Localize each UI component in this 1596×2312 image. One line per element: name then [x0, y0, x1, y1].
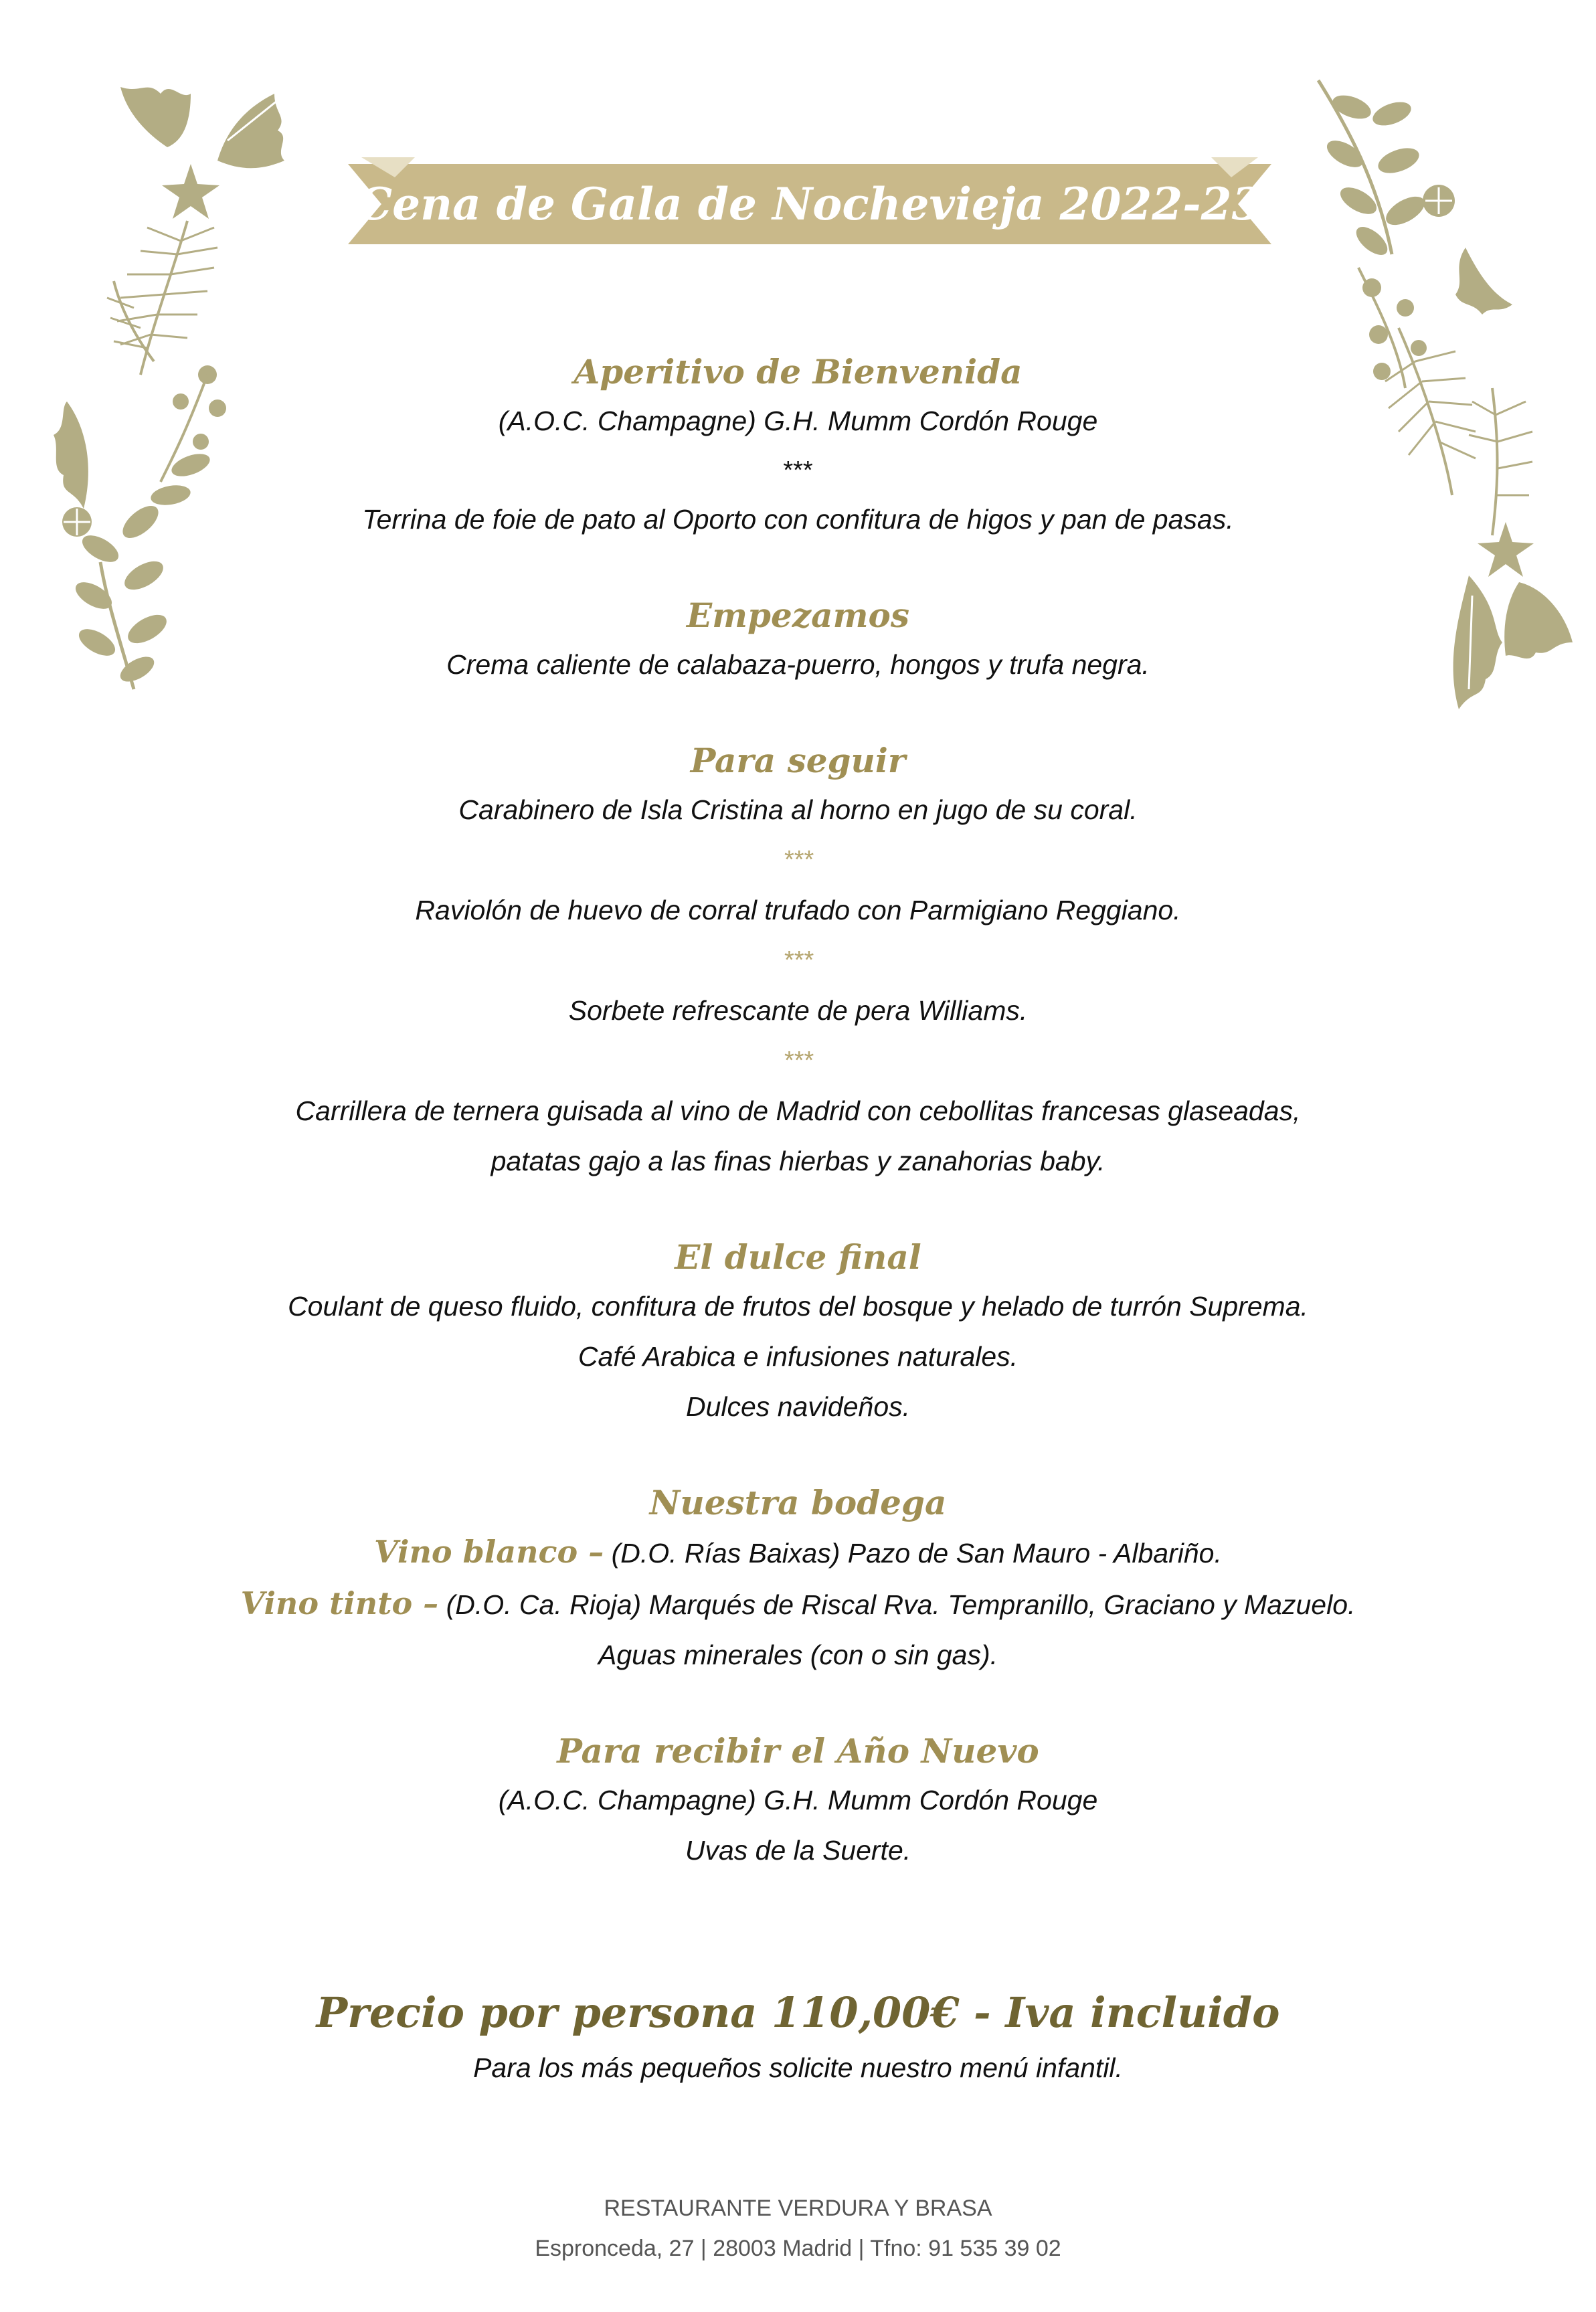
section-empezamos — [201, 592, 1395, 690]
section-aperitivo — [201, 348, 1395, 545]
menu-item: Crema caliente de calabaza-puerro, hongos y trufa negra. — [446, 649, 1150, 680]
price-text: Precio por persona 110,00€ - Iva incluido — [316, 1988, 1280, 2037]
price-block — [201, 1983, 1395, 2093]
menu-item: Carabinero de Isla Cristina al horno en jugo de su coral. — [458, 794, 1138, 825]
section-dulce-final — [201, 1233, 1395, 1432]
wine-red-line — [201, 1579, 1395, 1630]
menu-item: Dulces navideños. — [685, 1391, 911, 1422]
menu-item: Café Arabica e infusiones naturales. — [578, 1341, 1018, 1372]
page-title: Cena de Gala de Nochevieja 2022-23 — [357, 178, 1263, 230]
menu-item: Raviolón de huevo de corral trufado con Parmigiano Reggiano. — [415, 895, 1181, 925]
restaurant-name: RESTAURANTE VERDURA Y BRASA — [604, 2196, 992, 2221]
section-bodega — [201, 1479, 1395, 1680]
section-title-aperitivo: Aperitivo de Bienvenida — [573, 352, 1023, 391]
separator: *** — [783, 456, 813, 484]
wine-red-label: Vino tinto – — [240, 1585, 439, 1621]
kids-menu-note: Para los más pequeños solicite nuestro menú infantil. — [473, 2052, 1123, 2083]
wine-white-label: Vino blanco – — [374, 1534, 604, 1570]
section-title-bodega: Nuestra bodega — [649, 1483, 947, 1522]
menu-item: Terrina de foie de pato al Oporto con confitura de higos y pan de pasas. — [362, 504, 1234, 535]
menu-item: Sorbete refrescante de pera Williams. — [568, 995, 1028, 1026]
section-title-para-seguir: Para seguir — [690, 741, 906, 780]
section-title-dulce-final: El dulce final — [675, 1237, 921, 1277]
menu-item: Uvas de la Suerte. — [685, 1835, 911, 1866]
wine-white-text: (D.O. Rías Baixas) Pazo de San Mauro - Albariño. — [604, 1538, 1222, 1569]
menu-item: Aguas minerales (con o sin gas). — [598, 1639, 998, 1670]
menu-content — [201, 348, 1395, 2093]
wine-red-text: (D.O. Ca. Rioja) Marqués de Riscal Rva. Tempranillo, Graciano y Mazuelo. — [438, 1589, 1356, 1620]
separator: *** — [783, 846, 813, 874]
section-title-ano-nuevo: Para recibir el Año Nuevo — [557, 1731, 1039, 1771]
menu-item: Coulant de queso fluido, confitura de frutos del bosque y helado de turrón Suprema. — [288, 1291, 1308, 1322]
separator: *** — [783, 1047, 813, 1075]
menu-item: (A.O.C. Champagne) G.H. Mumm Cordón Rouge — [498, 406, 1098, 436]
menu-item: (A.O.C. Champagne) G.H. Mumm Cordón Rouge — [498, 1785, 1098, 1815]
menu-item: patatas gajo a las finas hierbas y zanahorias baby. — [491, 1146, 1105, 1176]
section-title-empezamos: Empezamos — [687, 596, 909, 635]
wine-white-line — [201, 1527, 1395, 1579]
section-para-seguir — [201, 737, 1395, 1186]
restaurant-address: Espronceda, 27 | 28003 Madrid | Tfno: 91 535 39 02 — [535, 2236, 1061, 2261]
footer — [0, 2188, 1596, 2269]
title-banner — [348, 157, 1271, 251]
separator: *** — [783, 946, 813, 974]
menu-item: Carrillera de ternera guisada al vino de Madrid con cebollitas francesas glaseadas, — [295, 1095, 1301, 1126]
section-ano-nuevo — [201, 1727, 1395, 1876]
